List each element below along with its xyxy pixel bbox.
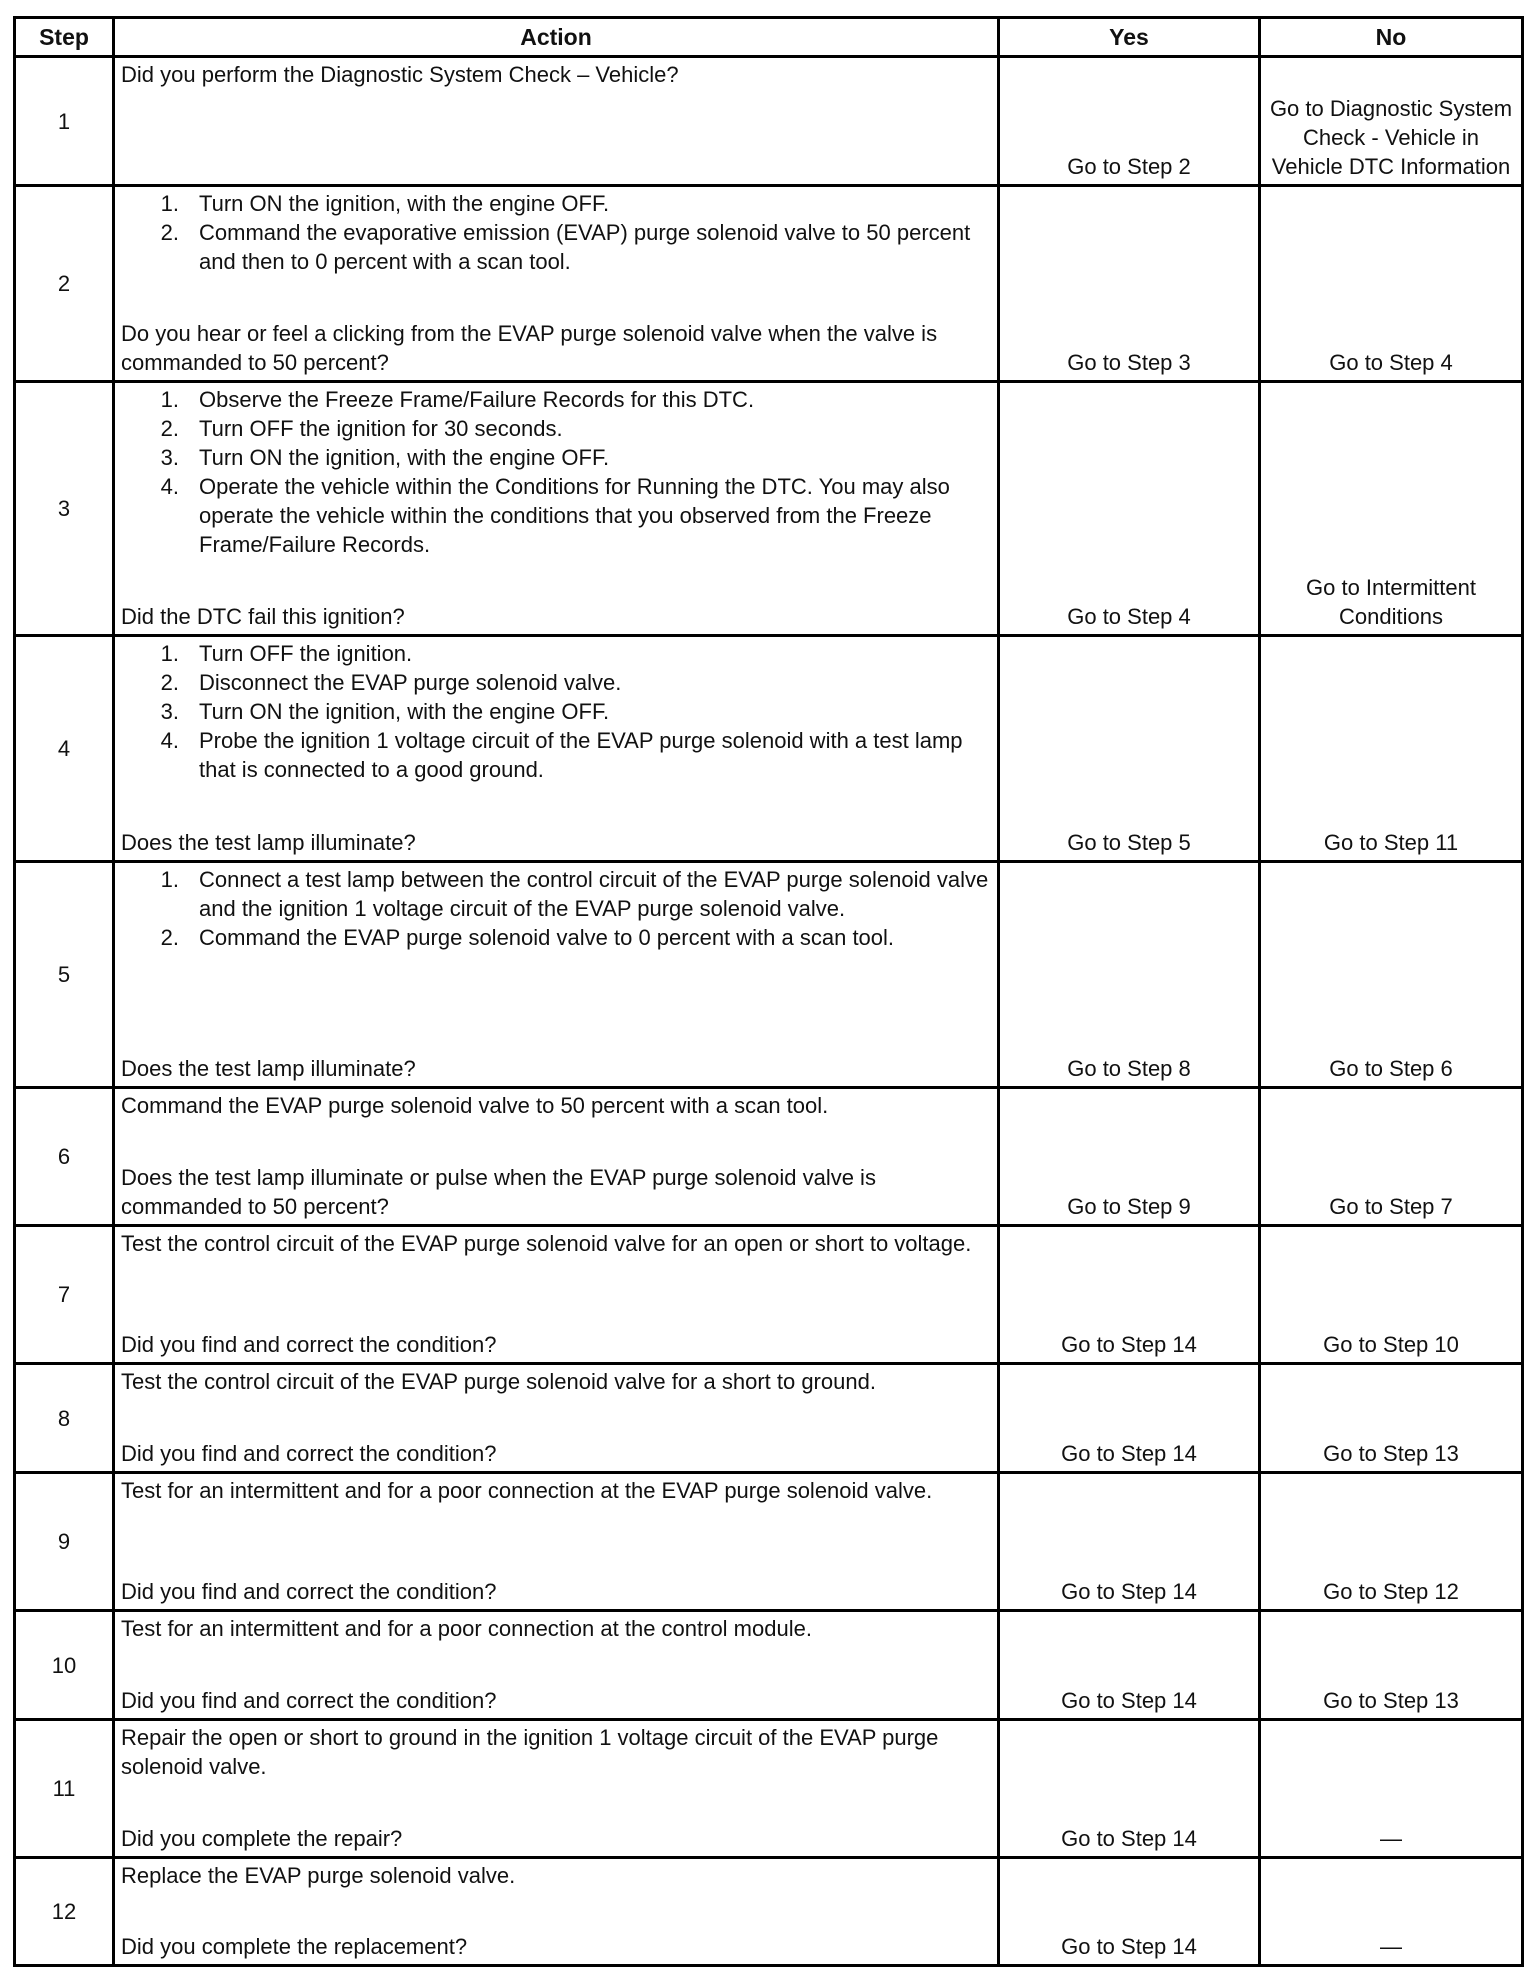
action-question: Did you complete the replacement?: [121, 1934, 468, 1959]
step-number: 5: [15, 862, 114, 1088]
action-step-text: Command the EVAP purge solenoid valve to 0 percent with a scan tool.: [199, 925, 895, 950]
no-result: Go to Intermittent Conditions: [1260, 382, 1523, 636]
action-step-item: [121, 443, 989, 472]
action-instruction: Repair the open or short to ground in the ignition 1 voltage circuit of the EVAP purge solenoid valve.: [121, 1725, 939, 1779]
action-question: Did you find and correct the condition?: [121, 1441, 497, 1466]
action-step-number: 2.: [160, 416, 179, 441]
table-row: [15, 1473, 1523, 1611]
no-result: Go to Step 6: [1260, 862, 1523, 1088]
action-question: Did you find and correct the condition?: [121, 1688, 497, 1713]
action-question: Did you find and correct the condition?: [121, 1332, 497, 1357]
step-number: 7: [15, 1226, 114, 1364]
yes-result: Go to Step 14: [999, 1858, 1260, 1966]
yes-result: Go to Step 9: [999, 1088, 1260, 1226]
no-result: Go to Step 12: [1260, 1473, 1523, 1611]
action-cell: [114, 1473, 999, 1611]
action-step-number: 2.: [160, 670, 179, 695]
step-number: 2: [15, 186, 114, 382]
table-row: [15, 186, 1523, 382]
action-step-number: 4.: [160, 474, 179, 499]
action-cell: [114, 382, 999, 636]
action-question: Does the test lamp illuminate or pulse when the EVAP purge solenoid valve is commanded to 50 percent?: [121, 1165, 876, 1219]
action-cell: [114, 1858, 999, 1966]
yes-result: Go to Step 14: [999, 1364, 1260, 1473]
step-number: 6: [15, 1088, 114, 1226]
action-cell: [114, 57, 999, 186]
table-body: [15, 57, 1523, 1966]
action-question: Did you complete the repair?: [121, 1826, 403, 1851]
no-result: Go to Step 10: [1260, 1226, 1523, 1364]
no-result: Go to Step 7: [1260, 1088, 1523, 1226]
action-step-text: Turn OFF the ignition.: [199, 641, 413, 666]
step-number: 1: [15, 57, 114, 186]
action-step-item: [121, 385, 989, 414]
diagnostic-table: [13, 16, 1524, 1967]
action-step-item: [121, 189, 989, 218]
action-cell: [114, 862, 999, 1088]
yes-result: Go to Step 14: [999, 1611, 1260, 1720]
table-row: [15, 1720, 1523, 1858]
action-step-text: Connect a test lamp between the control circuit of the EVAP purge solenoid valve and the ignition 1 voltage circuit of the EVAP purge solenoid valve.: [199, 867, 989, 921]
action-step-list: [121, 385, 989, 559]
action-instruction: Test the control circuit of the EVAP purge solenoid valve for an open or short to voltage.: [121, 1231, 972, 1256]
action-instruction: Command the EVAP purge solenoid valve to 50 percent with a scan tool.: [121, 1093, 829, 1118]
action-step-list: [121, 639, 989, 784]
action-step-number: 4.: [160, 728, 179, 753]
step-number: 9: [15, 1473, 114, 1611]
yes-result: Go to Step 8: [999, 862, 1260, 1088]
table-row: [15, 1858, 1523, 1966]
action-step-text: Operate the vehicle within the Conditions for Running the DTC. You may also operate the vehicle within the conditions that you observed from the Freeze Frame/Failure Records.: [199, 474, 950, 557]
table-row: [15, 1088, 1523, 1226]
no-result: Go to Step 13: [1260, 1364, 1523, 1473]
action-cell: [114, 1226, 999, 1364]
action-step-number: 1.: [160, 387, 179, 412]
action-step-item: [121, 414, 989, 443]
action-cell: [114, 1720, 999, 1858]
action-question: Did you find and correct the condition?: [121, 1579, 497, 1604]
table-row: [15, 1611, 1523, 1720]
table-row: [15, 862, 1523, 1088]
action-step-item: [121, 218, 989, 276]
no-result: Go to Step 13: [1260, 1611, 1523, 1720]
action-step-number: 3.: [160, 445, 179, 470]
action-step-number: 2.: [160, 220, 179, 245]
action-step-item: [121, 639, 989, 668]
action-step-list: [121, 189, 989, 276]
action-instruction: Test the control circuit of the EVAP purge solenoid valve for a short to ground.: [121, 1369, 876, 1394]
no-result: Go to Step 11: [1260, 636, 1523, 862]
step-number: 3: [15, 382, 114, 636]
step-number: 4: [15, 636, 114, 862]
action-step-text: Command the evaporative emission (EVAP) purge solenoid valve to 50 percent and then to 0 percent with a scan tool.: [199, 220, 971, 274]
action-step-text: Turn ON the ignition, with the engine OFF.: [199, 445, 610, 470]
action-instruction: Did you perform the Diagnostic System Check – Vehicle?: [121, 62, 679, 87]
yes-result: Go to Step 2: [999, 57, 1260, 186]
action-step-text: Turn ON the ignition, with the engine OFF.: [199, 699, 610, 724]
action-question: Do you hear or feel a clicking from the EVAP purge solenoid valve when the valve is commanded to 50 percent?: [121, 321, 938, 375]
no-result: —: [1260, 1720, 1523, 1858]
action-step-list: [121, 865, 989, 952]
step-number: 11: [15, 1720, 114, 1858]
action-cell: [114, 186, 999, 382]
action-step-item: [121, 923, 989, 952]
action-step-item: [121, 472, 989, 559]
action-question: Does the test lamp illuminate?: [121, 830, 416, 855]
action-instruction: Replace the EVAP purge solenoid valve.: [121, 1863, 516, 1888]
action-question: Does the test lamp illuminate?: [121, 1056, 416, 1081]
action-step-item: [121, 668, 989, 697]
action-step-text: Observe the Freeze Frame/Failure Records for this DTC.: [199, 387, 755, 412]
yes-result: Go to Step 5: [999, 636, 1260, 862]
action-cell: [114, 1088, 999, 1226]
header-no: No: [1260, 18, 1523, 57]
action-step-text: Turn ON the ignition, with the engine OFF.: [199, 191, 610, 216]
no-result: Go to Step 4: [1260, 186, 1523, 382]
action-question: Did the DTC fail this ignition?: [121, 604, 405, 629]
action-step-item: [121, 726, 989, 784]
diagnostic-table-page: [13, 16, 1521, 1967]
action-cell: [114, 1364, 999, 1473]
yes-result: Go to Step 14: [999, 1720, 1260, 1858]
action-step-number: 3.: [160, 699, 179, 724]
action-cell: [114, 636, 999, 862]
header-step: Step: [15, 18, 114, 57]
yes-result: Go to Step 3: [999, 186, 1260, 382]
action-step-number: 1.: [160, 191, 179, 216]
yes-result: Go to Step 14: [999, 1473, 1260, 1611]
action-cell: [114, 1611, 999, 1720]
step-number: 12: [15, 1858, 114, 1966]
action-instruction: Test for an intermittent and for a poor connection at the control module.: [121, 1616, 812, 1641]
yes-result: Go to Step 14: [999, 1226, 1260, 1364]
action-step-text: Probe the ignition 1 voltage circuit of the EVAP purge solenoid with a test lamp that is connected to a good ground.: [199, 728, 963, 782]
action-step-item: [121, 697, 989, 726]
header-action: Action: [114, 18, 999, 57]
header-row: [15, 18, 1523, 57]
no-result: Go to Diagnostic System Check - Vehicle in Vehicle DTC Information: [1260, 57, 1523, 186]
table-row: [15, 636, 1523, 862]
no-result: —: [1260, 1858, 1523, 1966]
table-row: [15, 57, 1523, 186]
step-number: 8: [15, 1364, 114, 1473]
action-step-number: 2.: [160, 925, 179, 950]
step-number: 10: [15, 1611, 114, 1720]
action-step-text: Turn OFF the ignition for 30 seconds.: [199, 416, 563, 441]
header-yes: Yes: [999, 18, 1260, 57]
table-row: [15, 382, 1523, 636]
table-row: [15, 1364, 1523, 1473]
action-instruction: Test for an intermittent and for a poor connection at the EVAP purge solenoid valve.: [121, 1478, 933, 1503]
action-step-item: [121, 865, 989, 923]
action-step-number: 1.: [160, 641, 179, 666]
action-step-number: 1.: [160, 867, 179, 892]
action-step-text: Disconnect the EVAP purge solenoid valve.: [199, 670, 622, 695]
yes-result: Go to Step 4: [999, 382, 1260, 636]
table-row: [15, 1226, 1523, 1364]
